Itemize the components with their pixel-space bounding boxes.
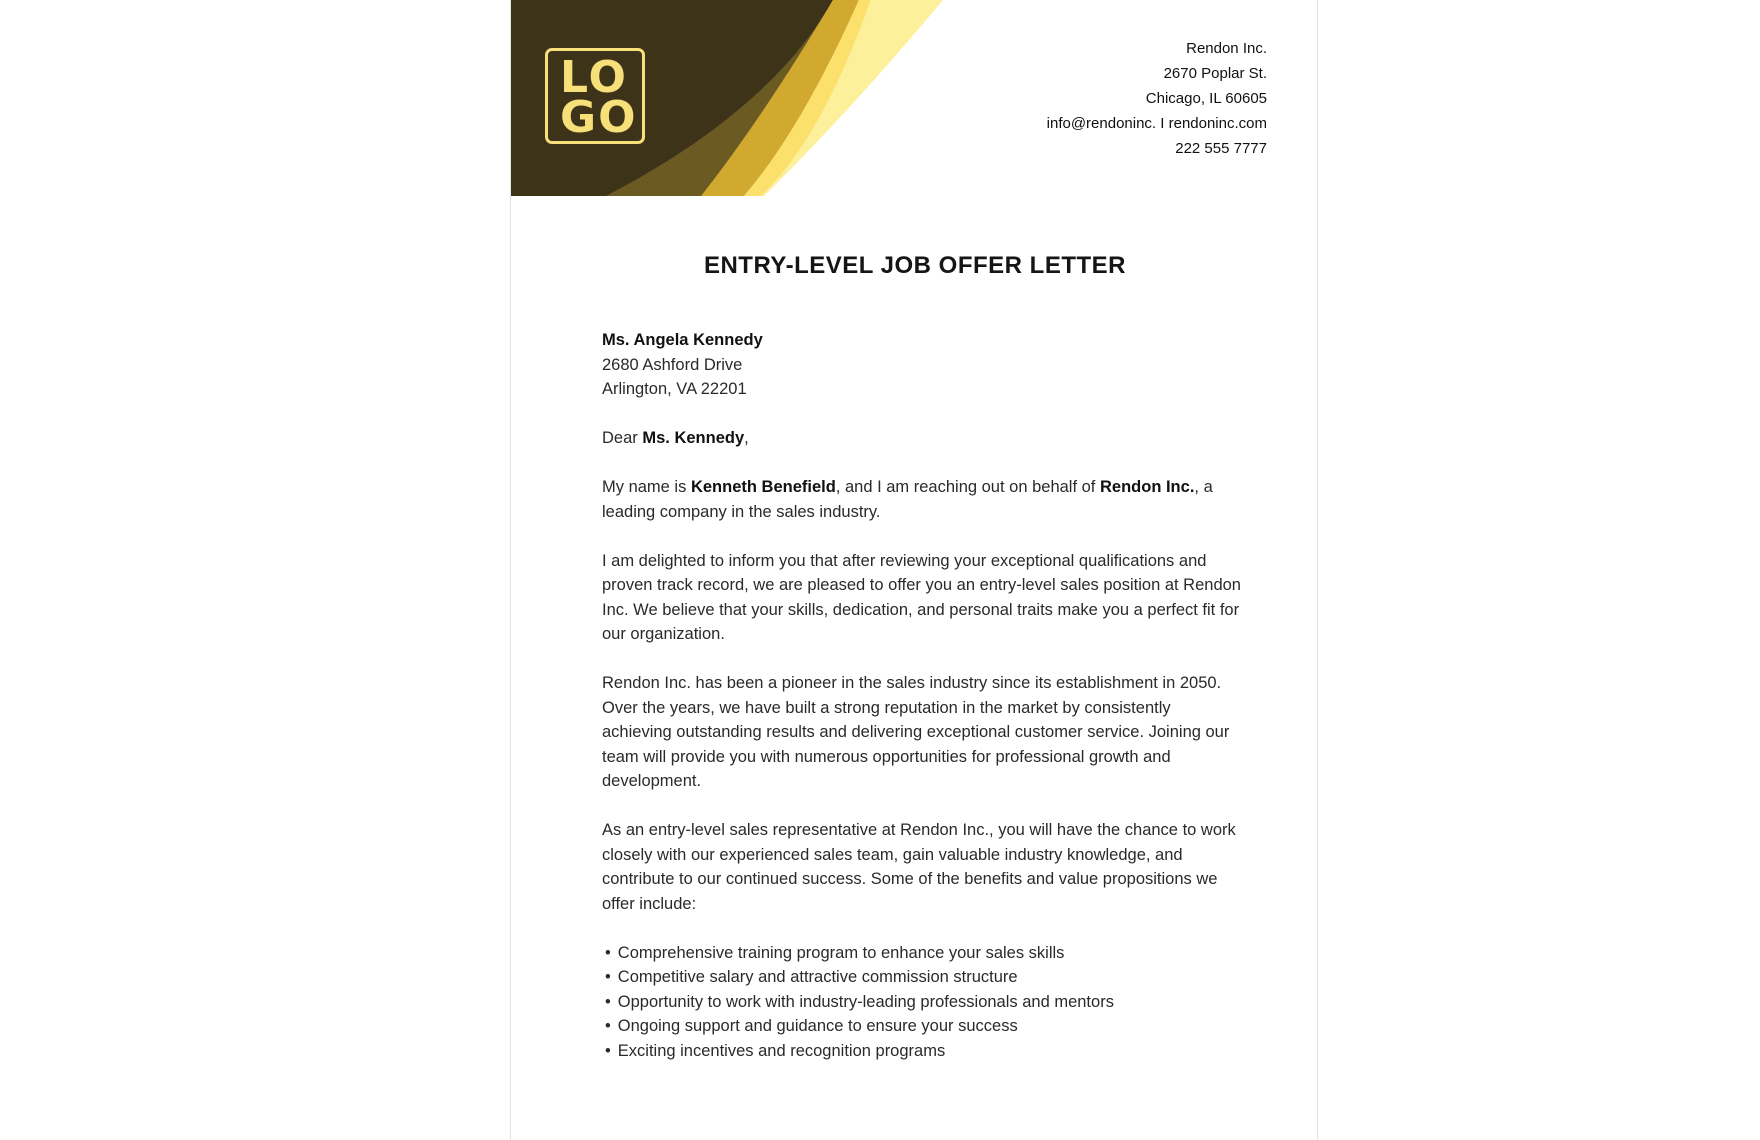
benefit-item: • Competitive salary and attractive commission structure	[602, 965, 1242, 990]
sender-name: Kenneth Benefield	[690, 478, 836, 496]
intro-company-name: Rendon Inc.	[1099, 478, 1195, 496]
benefit-item: • Ongoing support and guidance to ensure your success	[602, 1014, 1242, 1039]
company-email-website: info@rendoninc. I rendoninc.com	[1046, 115, 1267, 132]
intro-paragraph: My name is Kenneth Benefield, and I am reaching out on behalf of Rendon Inc., a leading company in the sales industry.	[602, 478, 1213, 521]
role-benefits-paragraph: As an entry-level sales representative at Rendon Inc., you will have the chance to work closely with our experienced sales team, gain valuable industry knowledge, and contribute to our continued success. Some of the benefits and value propositions we offer include:	[602, 821, 1236, 913]
company-contact-block	[1047, 36, 1267, 161]
letter-body	[602, 328, 1242, 1063]
benefit-item: • Exciting incentives and recognition programs	[602, 1039, 1242, 1064]
company-name: Rendon Inc.	[1186, 40, 1267, 57]
benefits-list	[602, 941, 1242, 1064]
greeting: Dear Ms. Kennedy,	[602, 429, 749, 447]
letter-page	[510, 0, 1318, 1140]
recipient-city: Arlington, VA 22201	[602, 380, 747, 398]
logo-text-line2: GO	[560, 92, 638, 143]
offer-paragraph: I am delighted to inform you that after reviewing your exceptional qualifications and proven track record, we are pleased to offer you an entry-level sales position at Rendon Inc. We believe that your skills, dedication, and personal traits make you a perfect fit for our organization.	[602, 551, 1241, 643]
recipient-street: 2680 Ashford Drive	[602, 355, 743, 374]
logo-text-line1: LO	[560, 52, 628, 103]
company-city: Chicago, IL 60605	[1145, 90, 1267, 107]
recipient-name: Ms. Angela Kennedy	[602, 331, 763, 349]
letter-title: ENTRY-LEVEL JOB OFFER LETTER	[703, 252, 1127, 279]
company-history-paragraph: Rendon Inc. has been a pioneer in the sales industry since its establishment in 2050. Over the years, we have built a strong reputation in the market by consistently achieving outstanding results and delivering exceptional customer service. Joining our team will provide you with numerous opportunities for professional growth and development.	[602, 674, 1230, 790]
recipient-address	[602, 328, 1242, 402]
benefit-item: • Opportunity to work with industry-leading professionals and mentors	[602, 990, 1242, 1015]
company-phone: 222 555 7777	[1175, 140, 1267, 157]
benefit-item: • Comprehensive training program to enhance your sales skills	[602, 941, 1242, 966]
company-logo	[545, 48, 645, 144]
company-street: 2670 Poplar St.	[1163, 65, 1267, 82]
greeting-name: Ms. Kennedy	[642, 429, 745, 447]
